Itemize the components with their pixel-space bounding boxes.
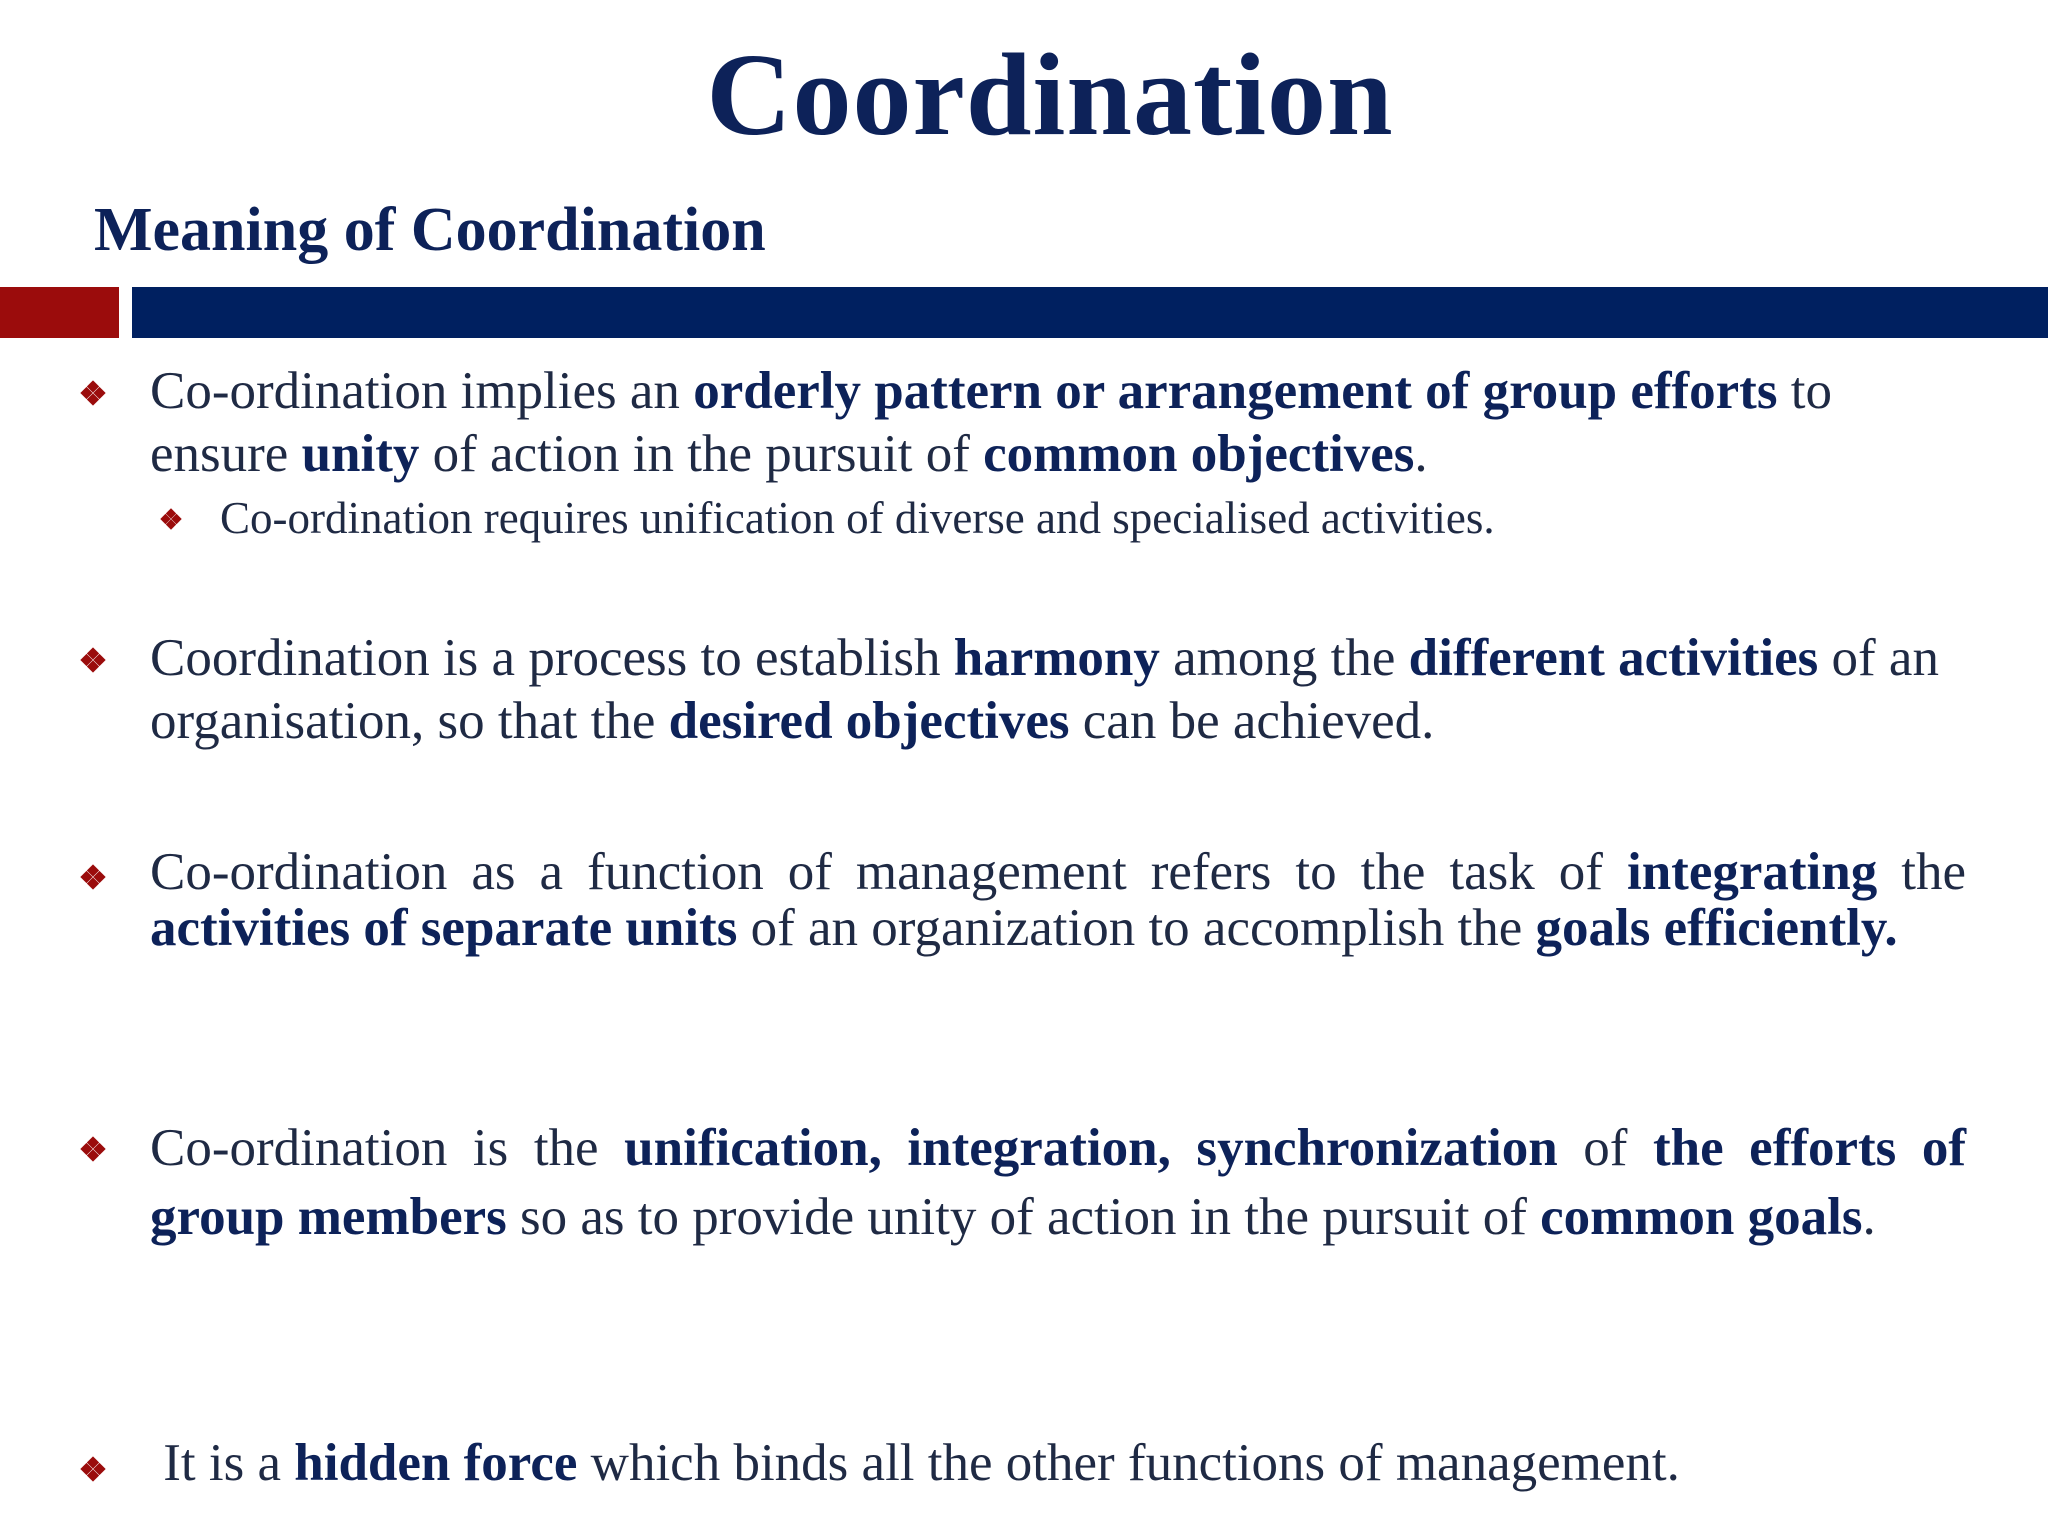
bold-text-segment: hidden force [294,1434,578,1492]
sub-bullet-text [220,490,1980,546]
bullet-item-4 [80,1114,1966,1252]
bold-text-segment: common goals [1540,1188,1863,1246]
text-segment: can be achieved. [1069,692,1435,750]
slide-subtitle: Meaning of Coordination [94,196,766,264]
bold-text-segment: orderly pattern or arrangement of group efforts [693,362,1778,420]
four-diamond-bullet-icon [80,1136,106,1162]
bold-text-segment: unification, integration, synchronization [624,1119,1558,1177]
bold-text-segment: the efforts of group members [150,1119,1967,1246]
bold-text-segment: common objectives [983,425,1415,483]
bold-text-segment: different activities [1408,629,1819,687]
text-segment: to ensure [150,362,1832,483]
accent-bar-red [0,287,119,338]
slide-title: Coordination [706,29,1394,160]
bullet-text [150,360,1966,486]
bullet-item-5 [80,1432,1966,1495]
text-segment: Co-ordination as a function of management refers to the task of [150,843,1627,901]
bullet-item-3 [80,844,1966,956]
text-segment: so as to provide unity of action in the pursuit of [506,1188,1541,1246]
text-segment: . [1862,1188,1876,1246]
accent-bar-blue [132,287,2048,338]
four-diamond-bullet-icon [80,1456,106,1482]
text-segment: of action in the pursuit of [419,425,984,483]
text-segment: of an organization to accomplish the [737,899,1536,957]
bullet-item-1 [80,360,1966,486]
text-segment: Co-ordination implies an [150,362,694,420]
text-segment: of [1557,1119,1653,1177]
bold-text-segment: goals efficiently. [1535,899,1898,957]
bold-text-segment: harmony [953,629,1160,687]
four-diamond-bullet-icon [160,508,182,530]
text-segment: Co-ordination is the [150,1119,625,1177]
text-segment: Coordination is a process to establish [150,629,954,687]
bold-text-segment: unity [301,425,420,483]
bullet-text [150,627,1966,753]
four-diamond-bullet-icon [80,864,106,890]
bold-text-segment: activities of separate units [150,899,738,957]
bold-text-segment: desired objectives [668,692,1070,750]
text-segment: the [1877,843,1967,901]
bullet-item-2 [80,627,1966,753]
text-segment: of an organisation, so that the [150,629,1939,750]
sub-bullet-item-1 [160,490,1980,546]
four-diamond-bullet-icon [80,380,106,406]
text-segment: which binds all the other functions of management. [577,1434,1680,1492]
text-segment: . [1414,425,1428,483]
text-segment: Co-ordination requires unification of diverse and specialised activities. [220,493,1495,543]
bullet-text [150,1432,1966,1495]
bold-text-segment: integrating [1626,843,1878,901]
bullet-text [150,1114,1966,1252]
bullet-text [150,844,1966,956]
four-diamond-bullet-icon [80,647,106,673]
text-segment: among the [1159,629,1409,687]
text-segment: It is a [150,1434,295,1492]
